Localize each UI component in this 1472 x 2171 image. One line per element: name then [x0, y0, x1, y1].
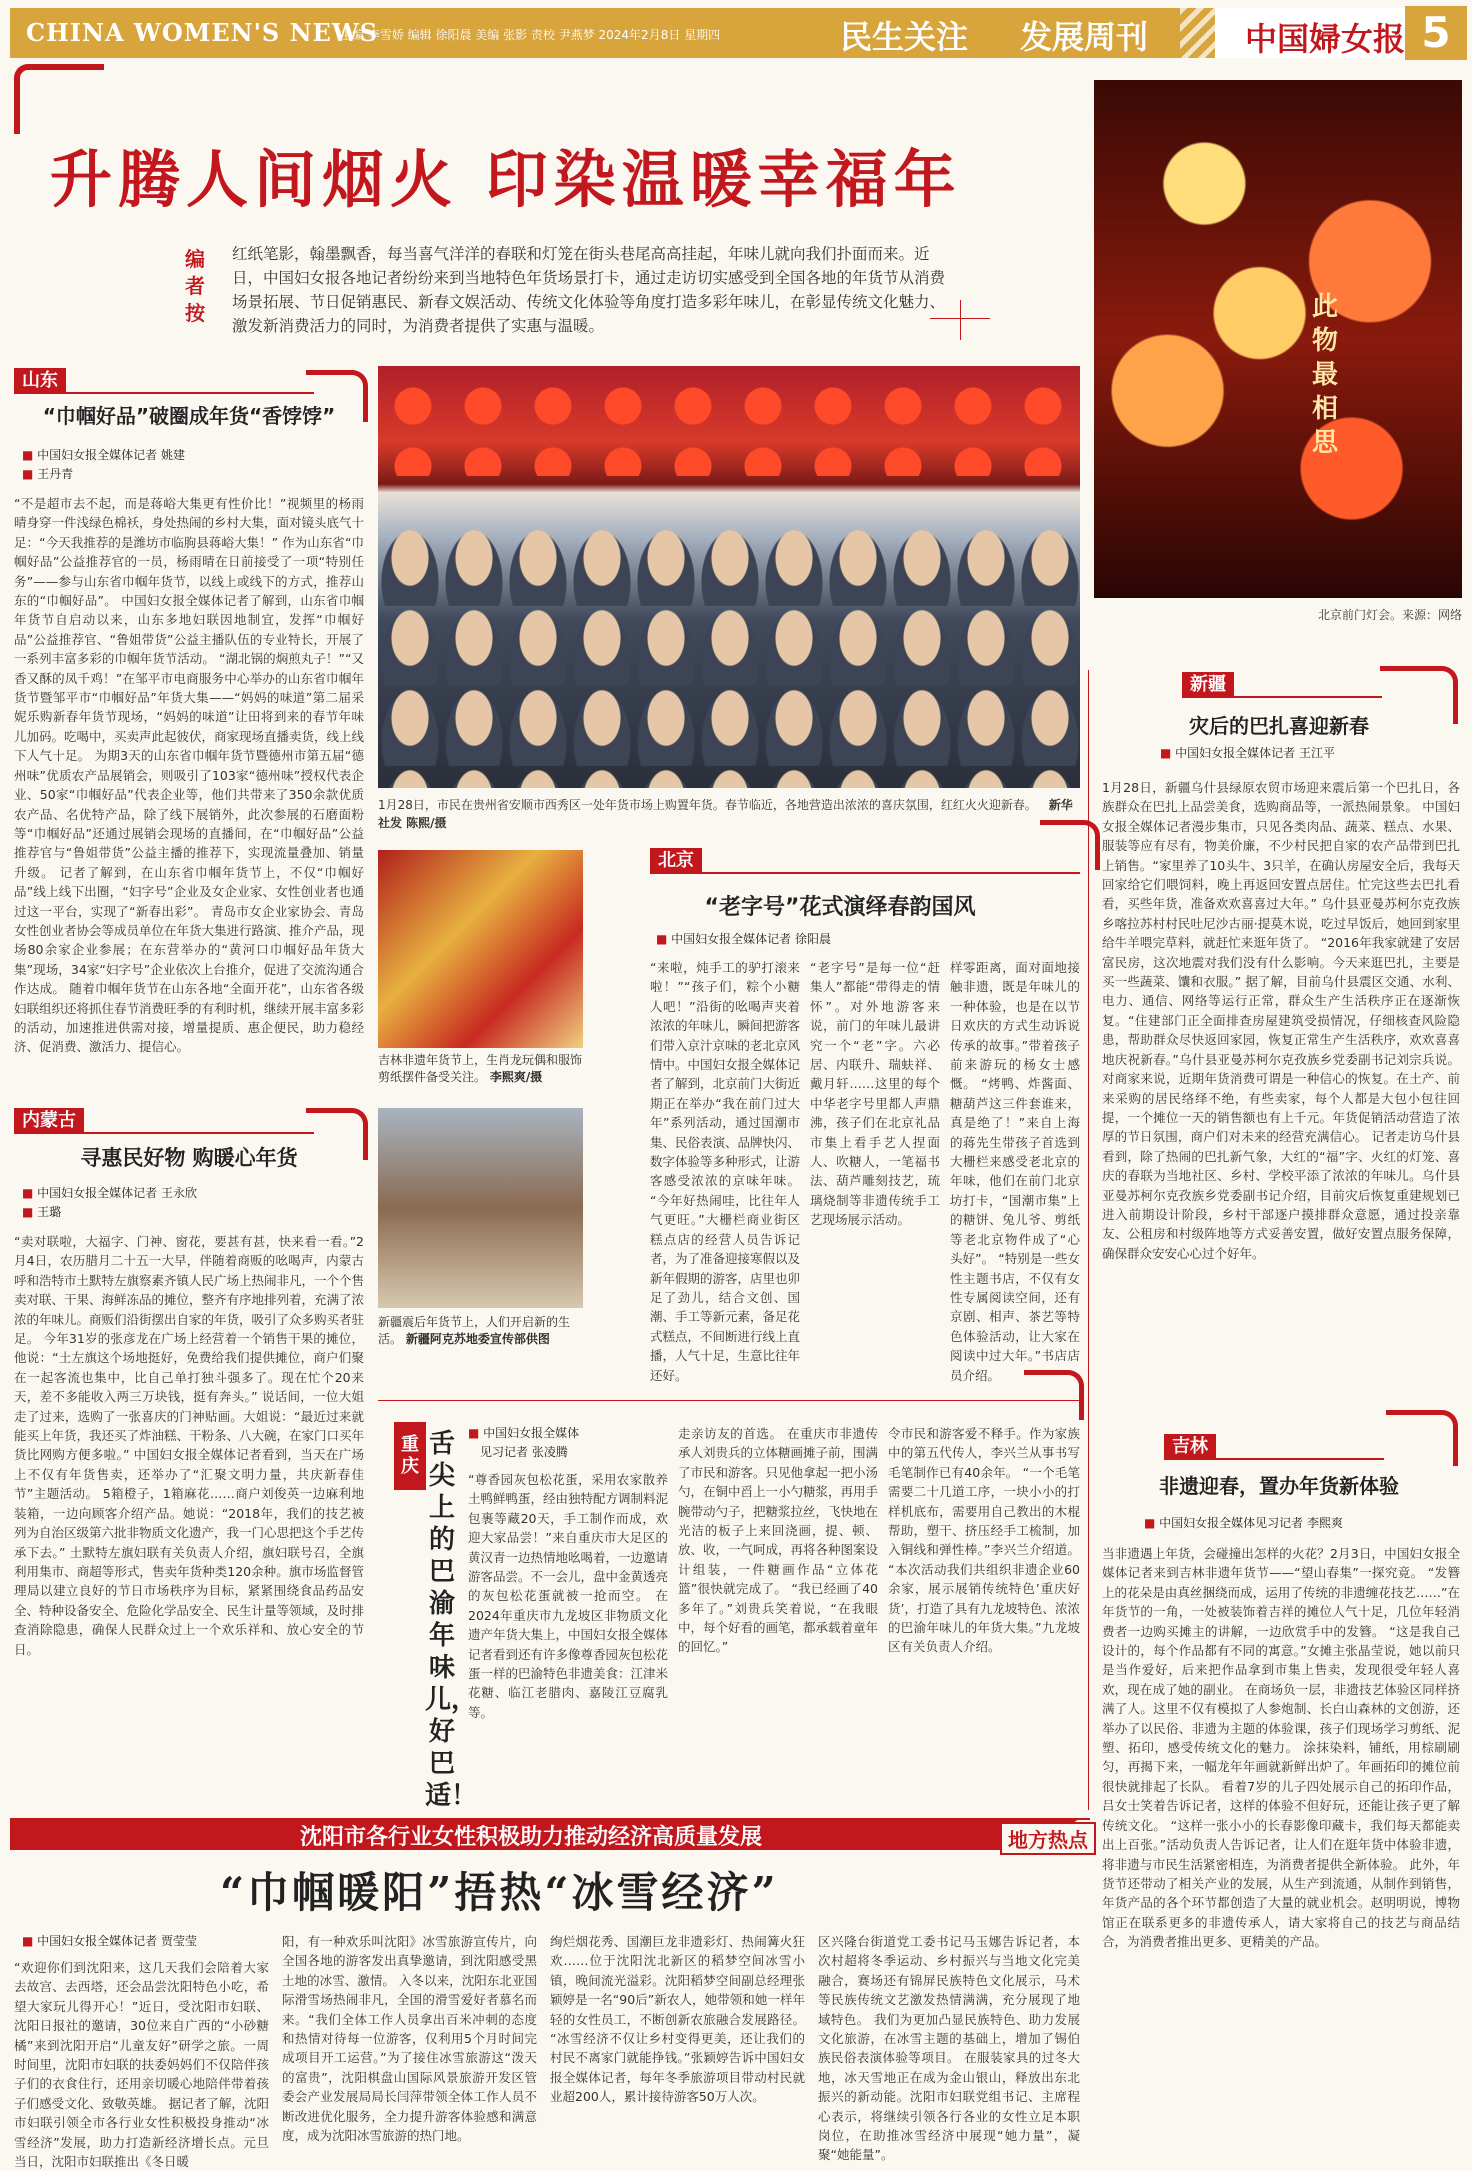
- region-label-shandong: 山东: [14, 368, 66, 394]
- column-divider: [1088, 670, 1089, 1810]
- article-title-beijing: “老字号”花式演绎春韵国风: [704, 895, 976, 920]
- bottom-tag: 地方热点: [1000, 1822, 1096, 1855]
- section-primary: 民生关注: [840, 18, 969, 56]
- editor-note-text: 红纸笔影，翰墨飘香，每当喜气洋洋的春联和灯笼在街头巷尾高高挂起，年味儿就向我们扑面而来。近日，中国妇女报各地记者纷纷来到当地特色年货场景打卡，通过走访切实感受到全国各地的年货节从消费场景拓展、节日促销惠民、新春文娱活动、传统文化体验等角度打造多彩年味儿，在彰显传统文化魅力、激发新消费活力的同时，为消费者提供了实惠与温暖。: [232, 245, 946, 335]
- tiger-caption-credit: 李熙爽/摄: [489, 1070, 543, 1084]
- page-headline: 升腾人间烟火 印染温暖幸福年: [50, 143, 962, 216]
- byline-shandong-2: 王丹青: [37, 467, 74, 481]
- byline-bottom: ■ 中国妇女报全媒体记者 贾莹莹: [22, 1934, 197, 1948]
- xinjiang-caption-text: 新疆震后年货节上，人们开启新的生活。: [378, 1315, 571, 1346]
- article-body-shandong: “不是超市去不起，而是蒋峪大集更有性价比！”视频里的杨雨晴身穿一件浅绿色棉袄，身处热闹的乡村大集，面对镜头底气十足：“今天我推荐的是潍坊市临朐县蒋峪大集！” 作为山东省“巾帼好品”公益推荐官的一员，杨雨晴在日前接受了一项“特别任务”——参与山东省巾帼年货节，以线上或线下的方式，推荐山东的“巾帼好品”。 中国妇女报全媒体记者了解到，山东省巾帼年货节自启动以来，山东多地妇联因地制宜，发挥“巾帼好品”公益推荐官、“鲁姐带货”公益主播队伍的专业特长，开展了一系列丰富多彩的巾帼年货节活动。 “湖北锅的焖煎丸子！”“又香又酥的凤千鸡！”在邹平市电商服务中心举办的山东省巾帼年货节暨邹平市“巾帼好品”年货大集——“妈妈的味道”第二届采妮乐购新春年货节现场，“妈妈的味道”让田将到来的春节年味儿加码。吃喝中，买卖声此起彼伏，商家现场直播卖货，线上线下人气十足。 为期3天的山东省巾帼年货节暨德州市第五届“德州味”优质农产品展销会，则吸引了103家“德州味”授权代表企业、50家“巾帼好品”代表企业等，他们共带来了350余款优质农产品、名优特产品，除了线下展销外，此次参展的石磨面粉等“巾帼好品”还通过展销会现场的直播间，在“巾帼好品”公益推荐官与“鲁姐带货”公益主播的推荐下，实现流量叠加、销量升级。 记者了解到，在山东省巾帼年货节上，不仅“巾帼好品”线上线下出圈，“妇字号”企业及女企业家、女性创业者也通过这一平台，实现了“新春出彩”。 青岛市女企业家协会、青岛女性创业者协会等成员单位在年货大集进行路演、推介产品，现场80余家企业参展；在东营举办的“黄河口巾帼好品年货大集”现场，34家“妇字号”企业依次上台推介，促进了交流沟通合作达成。 随着巾帼年货节在山东各地“全面开花”，山东省各级妇联组织还将抓住春节消费旺季的有利时机，继续开展丰富多彩的活动，加速推进供需对接，增量提质、惠企便民，助力稳经济、促消费、激活力、提信心。: [14, 496, 365, 1055]
- article-body-beijing-col2: “老字号”是每一位“赶集人”都能“带得走的情怀”。对外地游客来说，前门的年味儿最讲究一个“老”字。六必居、内联升、瑞蚨祥、戴月轩……这里的每个中华老字号里都人声鼎沸，孩子们在北京礼品市集上看手艺人捏面人、吹糖人，一笔福书法、葫芦雕刻技艺，琉璃烧制等非遗传统手工艺现场展示活动。: [810, 960, 940, 1228]
- bottom-body-col4: 区兴隆台街道党工委书记马玉娜告诉记者，本次村超将冬季运动、乡村振兴与当地文化完美融合，赛场还有锦屏民族特色文化展示，马术等民族传统文艺激发热情满满，充分展现了地域特色。 我们为更加凸显民族特色、助力发展文化旅游，在冰雪主题的基础上，增加了锡伯族民俗表演体验等项目。 在服装家具的过冬大地，冰天雪地正在成为金山银山，释放出东北振兴的新动能。沈阳市妇联党组书记、主席程心表示，将继续引领各行各业的女性立足本职岗位，在助推冰雪经济中展现“她力量”，凝聚“她能量”。: [818, 1934, 1080, 2163]
- bottom-body-col1: “欢迎你们到沈阳来，这几天我们会陪着大家去故宫、去西塔，还会品尝沈阳特色小吃，希望大家玩儿得开心！”近日，受沈阳市妇联、沈阳日报社的邀请，30位来自广西的“小砂糖橘”来到沈阳开启“儿童友好”研学之旅。一周时间里，沈阳市妇联的扶委妈妈们不仅陪伴孩子们的衣食住行，还用亲切暖心地陪伴带着孩子们感受文化、致敬英雄。 据记者了解，沈阳市妇联引领全市各行业女性积极投身推动“冰雪经济”发展，助力打造新经济增长点。元旦当日，沈阳市妇联推出《冬日暖: [14, 1960, 269, 2170]
- papercut-ornament-icon: [1386, 1410, 1458, 1466]
- article-body-beijing-col1: “来啦，炖手工的驴打滚来啦！”“孩子们，粽个小糖人吧！”沿街的吆喝声夹着浓浓的年味儿，瞬间把游客们带入京汁京味的老北京风情中。中国妇女报全媒体记者了解到，北京前门大街近期正在举办“我在前门过大年”系列活动，通过国潮市集、民俗表演、品牌快闪、数字体验等多种形式，让游客感受浓浓的京味年味。 “今年好热闹哇，比往年人气更旺。”大栅栏商业街区糕点店的经营人员告诉记者，为了准备迎接寒假以及新年假期的游客，店里也卯足了劲儿，结合文创、国潮、手工等新元素，备足花式糕点，不间断进行线上直播，人气十足，生意比往年还好。: [650, 960, 801, 1383]
- section-secondary: 发展周刊: [1020, 18, 1149, 56]
- market-caption-credit: 新华社发 陈熙/摄: [378, 798, 1073, 830]
- byline-beijing: ■ 中国妇女报全媒体记者 徐阳晨: [656, 932, 831, 946]
- crowd-pattern: [378, 526, 1080, 788]
- region-label-chongqing: 重庆: [394, 1422, 426, 1490]
- cross-ornament-vertical: [960, 300, 961, 340]
- bottom-title: “巾帼暖阳”捂热“冰雪经济”: [220, 1868, 779, 1917]
- byline-bottom-text: 中国妇女报全媒体记者 贾莹莹: [37, 1934, 197, 1948]
- logo-box: [1215, 8, 1465, 58]
- article-body-chongqing-col1: “尊香园灰包松花蛋，采用农家散养土鸭鲜鸭蛋，经由独特配方调制料泥包裹等藏20天，手工制作而成，欢迎大家品尝！”来自重庆市大足区的黄汉青一边热情地吆喝着，一边邀请游客品尝。不一会儿，盘中金黄透亮的灰包松花蛋就被一抢而空。 在2024年重庆市九龙坡区非物质文化遗产年货大集上，中国妇女报全媒体记者看到还有许多像尊香园灰包松花蛋一样的巴渝特色非遗美食：江津米花糖、临江老腊肉、嘉陵江豆腐乳等。: [468, 1472, 669, 1720]
- byline-neimenggu-2: 王璐: [37, 1205, 62, 1219]
- lanterns-pattern: [378, 376, 1080, 476]
- bottom-body-col2: 阳，有一种欢乐叫沈阳》冰雪旅游宣传片，向全国各地的游客发出真挚邀请，到沈阳感受黑土地的冰雪、激情。 入冬以来，沈阳东北亚国际滑雪场热闹非凡，全国的滑雪爱好者慕名而来。“我们全体工作人员拿出百米冲刺的态度和热情对待每一位游客，仅利用5个月时间完成项目开工运营。”为了接住冰雪旅游这“泼天的富贵”，沈阳棋盘山国际风景旅游开发区管委会产业发展局局长闫萍带领全体工作人员不断改进优化服务，全力提升游客体验感和满意度，成为沈阳冰雪旅游的热门地。: [282, 1934, 537, 2144]
- editor-note-tag: 编者按: [185, 247, 205, 325]
- section-divider: [378, 1400, 1080, 1401]
- tiger-caption-text: 吉林非遗年货节上，生肖龙玩偶和服饰剪纸摆件备受关注。: [378, 1053, 583, 1084]
- xinjiang-market-photo: [378, 1108, 583, 1308]
- article-body-neimenggu: “卖对联啦，大福字、门神、窗花，要甚有甚，快来看一看。”2月4日，农历腊月二十五一大早，伴随着商贩的吆喝声，内蒙古呼和浩特市土默特左旗察素齐镇人民广场上热闹非凡，一个个售卖对联、干果、海鲜冻品的摊位，整齐有序地排列着，充满了浓浓的年味儿。商贩们沿街摆出自家的年货，吸引了众多购买者驻足。 今年31岁的张彦龙在广场上经营着一个销售干果的摊位，他说：“土左旗这个场地挺好，免费给我们提供摊位，商户们聚在一起客流也集中，比自己单打独斗强多了。现在忙个20来天，差不多能收入两三万块钱，挺有奔头。” 说话间，一位大姐走了过来，选购了一张喜庆的门神贴画。大姐说：“最近过来就能买上年货，我还买了炸油糕、干粉条、八大碗，在家门口买年货比网购方便多啦。” 中国妇女报全媒体记者看到，当天在广场上不仅有年货售卖，还举办了“汇聚文明力量，共庆新春佳节”主题活动。 5箱橙子，1箱麻花……商户刘俊英一边麻利地装箱，一边向顾客介绍产品。她说：“2018年，我们的技艺被列为自治区级第六批非物质文化遗产，我一门心思把这个手艺传承下去。” 土默特左旗妇联有关负责人介绍，旗妇联号召，全旗利用集市、商超等形式，售卖年货种类120余种。旗市场监督管理局以建立良好的节日市场秩序为目标，紧紧围绕食品药品安全、特种设备安全、危险化学品安全、民生计量等领域，及时排查消除隐患，确保人民群众过上一个欢乐祥和、放心安全的节日。: [14, 1234, 365, 1657]
- region-rule: [650, 872, 1080, 874]
- papercut-ornament-icon: [14, 64, 104, 134]
- english-title: CHINA WOMEN'S NEWS: [26, 18, 379, 47]
- byline-beijing-text: 中国妇女报全媒体记者 徐阳晨: [671, 932, 831, 946]
- market-caption-text: 1月28日，市民在贵州省安顺市西秀区一处年货市场上购置年货。春节临近，各地营造出浓浓的喜庆氛围，红红火火迎新春。: [378, 798, 1037, 812]
- lantern-photo: [1094, 80, 1462, 598]
- byline-jilin-text: 中国妇女报全媒体见习记者 李熙爽: [1159, 1516, 1343, 1530]
- region-label-xinjiang: 新疆: [1182, 672, 1234, 698]
- papercut-ornament-icon: [1040, 820, 1100, 870]
- page-number: 5: [1405, 6, 1467, 60]
- article-body-xinjiang: 1月28日，新疆乌什县绿原农贸市场迎来震后第一个巴扎日，各族群众在巴扎上品尝美食，选购商品等，一派热闹景象。 中国妇女报全媒体记者漫步集市，只见各类肉品、蔬菜、糕点、水果、服装等应有尽有，物美价廉，不少村民把自家的农产品带到巴扎上销售。“家里养了10头牛、3只羊，在确认房屋安全后，我每天回家给它们喂饲料，晚上再返回安置点居住。忙完这些去巴扎看看，买些年货，准备欢欢喜喜过大年。” 乌什县亚曼苏柯尔克孜族乡喀拉苏村村民吐尼沙古丽·提莫木说，吃过早饭后，她回到家里给牛羊喂完草料，就赶忙来逛年货了。 “2016年我家就建了安居富民房，这次地震对我们没有什么影响。今天来逛巴扎，主要是买一些蔬菜、馕和衣服。” 据了解，目前乌什县震区交通、水利、电力、通信、网络等运行正常，群众生产生活秩序正在逐渐恢复。“住建部门正全面排查房屋建筑受损情况，仔细核查风险隐患，帮助群众尽快返回家园，恢复正常生产生活秩序，欢欢喜喜地庆祝新春。”乌什县亚曼苏柯尔克孜族乡党委副书记刘宗兵说。 对商家来说，近期年货消费可谓是一种信心的恢复。在土产、前来采购的居民络绎不绝，有些卖家，每个人都是大包小包往回提，一个摊位一天的销售额也有上千元。年货促销活动营造了浓厚的节日氛围，商户们对未来的经营充满信心。 记者走访乌什县看到，除了热闹的巴扎新气象，大红的“福”字、火红的灯笼、喜庆的春联为当地社区、乡村、学校平添了浓浓的年味儿。乌什县亚曼苏柯尔克孜族乡党委副书记介绍，目前灾后恢复重建规划已进入前期设计阶段，乡村干部逐户摸排群众意愿，通过投亲靠友、公租房和村级阵地等方式妥善安置，做好安置点服务保障，确保群众安安心心过个好年。: [1102, 780, 1460, 1261]
- region-rule: [14, 392, 314, 394]
- article-title-shandong: “巾帼好品”破圈成年货“香饽饽”: [42, 404, 336, 428]
- xinjiang-caption-credit: 新疆阿克苏地委宣传部供图: [405, 1332, 550, 1346]
- article-title-chongqing: 舌尖上的巴渝年味儿，好巴适！: [425, 1429, 478, 1811]
- byline-neimenggu: ■ 中国妇女报全媒体记者 王永欣 ■ 王璐: [22, 1186, 197, 1219]
- byline-chongqing-1: 中国妇女报全媒体: [483, 1426, 580, 1440]
- article-body-chongqing-col3: 令市民和游客爱不释手。作为家族中的第五代传人，李兴兰从事书写毛笔制作已有40余年。 “一个毛笔需要二十几道工序，一块小小的打样机底布，需要用自己教出的木棍帮助，塑干、挤压经手工梳制，加入铜线和弹性棒。”李兴兰介绍道。 “本次活动我们共组织非遗企业60余家，展示展销传统特色’重庆好货’，打造了具有九龙坡特色、浓浓的巴渝年味儿的年货大集。”九龙坡区有关负责人介绍。: [888, 1426, 1080, 1655]
- article-title-neimenggu: 寻惠民好物 购暖心年货: [80, 1146, 298, 1170]
- byline-chongqing: ■ 中国妇女报全媒体 见习记者 张凌腾: [468, 1424, 598, 1462]
- byline-jilin: ■ 中国妇女报全媒体见习记者 李熙爽: [1144, 1516, 1343, 1530]
- tiger-toy-photo: [378, 850, 583, 1048]
- byline-shandong-1: 中国妇女报全媒体记者 姚建: [37, 448, 185, 462]
- region-rule: [14, 1132, 314, 1134]
- region-label-jilin: 吉林: [1164, 1434, 1216, 1460]
- bottom-subtitle: 沈阳市各行业女性积极助力推动经济高质量发展: [300, 1825, 763, 1850]
- xinjiang-caption: [378, 1314, 583, 1348]
- byline-xinjiang-text: 中国妇女报全媒体记者 王江平: [1175, 746, 1335, 760]
- papercut-ornament-icon: [1024, 1370, 1084, 1420]
- article-body-chongqing-col2: 走亲访友的首选。 在重庆市非遗传承人刘贵兵的立体糖画摊子前，围满了市民和游客。只见他拿起一把小汤勺，在铜中舀上一小勺糖浆，再用手腕带动勺子，把糖浆拉丝，飞快地在光洁的板子上来回浇画，提、顿、放、收，一气呵成，再将各种图案设计组装，一件糖画作品“立体花篮”很快就完成了。 “我已经画了40多年了。”刘贵兵笑着说，“在我眼中，每个好看的画笔，都承载着童年的回忆。”: [678, 1426, 879, 1655]
- byline-shandong: ■ 中国妇女报全媒体记者 姚建 ■ 王丹青: [22, 448, 185, 481]
- article-body-beijing-col3: 样零距离，面对面地接触非遗，既是年味儿的一种体验，也是在以节日欢庆的方式生动诉说传承的故事。”带着孩子前来游玩的杨女士感慨。 “烤鸭、炸酱面、糖葫芦这三件套谁来，真是绝了！”来自上海的蒋先生带孩子首选到大栅栏来感受老北京的年味，他们在前门北京坊打卡，“国潮市集”上的糖饼、兔儿爷、剪纸等老北京物件成了“心头好”。 “特别是一些女性主题书店，不仅有女性专属阅读空间，还有京剧、相声、茶艺等特色体验活动，让大家在阅读中过大年。”书店店员介绍。: [950, 960, 1080, 1383]
- region-rule: [1164, 1458, 1384, 1460]
- newspaper-logo: 中国婦女报: [1245, 20, 1406, 58]
- lantern-caption: 北京前门灯会。来源：网络: [1317, 608, 1462, 622]
- article-body-jilin: 当非遗遇上年货，会碰撞出怎样的火花？2月3日，中国妇女报全媒体记者来到吉林非遗年货节——“望山春集”一探究竟。 “发簪上的花朵是由真丝捆绕而成，运用了传统的非遗缠花技艺……”在年货节的一角，一处被装饰着吉祥的摊位人气十足，几位年轻消费者一边购买摊主的讲解，一边欣赏手中的发簪。 “这是我自己设计的，每个作品都有不同的寓意。”女摊主张晶莹说，她以前只是当作爱好，后来把作品拿到市集上售卖，发现很受年轻人喜欢，现在成了她的副业。 在商场负一层，非遗技艺体验区同样挤满了人。这里不仅有模拟了人参炮制、长白山森林的文创游，还举办了以民俗、非遗为主题的体验课，孩子们现场学习剪纸、泥塑、拓印，感受传统文化的魅力。 涂抹染料，铺纸，用棕刷刷匀，再揭下来，一幅龙年年画就新鲜出炉了。年画拓印的摊位前很快就排起了长队。 看着7岁的儿子四处展示自己的拓印作品，吕女士笑着告诉记者，这样的体验不但好玩，还能让孩子更了解传统文化。 “这样一张小小的长春影像印藏卡，我们每天都能卖出上百张。”活动负责人告诉记者，让人们在逛年货中体验非遗，将非遗与市民生活紧密相连，为消费者提供全新体验。 此外，年货节还带动了相关产业的发展，从生产到流通，从制作到销售，年货产品的各个环节都创造了大量的就业机会。赵明明说，博物馆正在联系更多的非遗传承人，请大家将自己的技艺与商品结合，为消费者推出更多、更精美的产品。: [1102, 1546, 1460, 1950]
- article-title-xinjiang: 灾后的巴扎喜迎新春: [1189, 714, 1369, 738]
- region-rule: [1182, 696, 1382, 698]
- region-label-beijing: 北京: [650, 848, 702, 874]
- byline-chongqing-2: 见习记者 张凌腾: [480, 1445, 568, 1459]
- byline-xinjiang: ■ 中国妇女报全媒体记者 王江平: [1160, 746, 1335, 760]
- tiger-caption: [378, 1052, 583, 1086]
- market-caption: [378, 796, 1080, 832]
- bottom-body-col3: 绚烂烟花秀、国潮巨龙非遗彩灯、热闹篝火狂欢……位于沈阳沈北新区的稻梦空间冰雪小镇，晚间流光溢彩。沈阳稻梦空间副总经理张颖婷是一名“90后”新农人，她带领和她一样年轻的女性员工，不断创新农旅融合发展路径。 “冰雪经济不仅让乡村变得更美，还让我们的村民不离家门就能挣钱。”张颖婷告诉中国妇女报全媒体记者，每年冬季旅游项目带动村民就业超200人，累计接待游客50万人次。: [550, 1934, 805, 2105]
- byline-neimenggu-1: 中国妇女报全媒体记者 王永欣: [37, 1186, 197, 1200]
- market-photo: [378, 366, 1080, 788]
- article-title-jilin: 非遗迎春，置办年货新体验: [1159, 1474, 1399, 1498]
- region-label-neimenggu: 内蒙古: [14, 1108, 84, 1134]
- editorial-meta: 主编 李雪娇 编辑 徐阳晨 美编 张影 责校 尹燕梦 2024年2月8日 星期四: [340, 28, 721, 42]
- lantern-overlay-text: 此物最相思: [1312, 292, 1339, 458]
